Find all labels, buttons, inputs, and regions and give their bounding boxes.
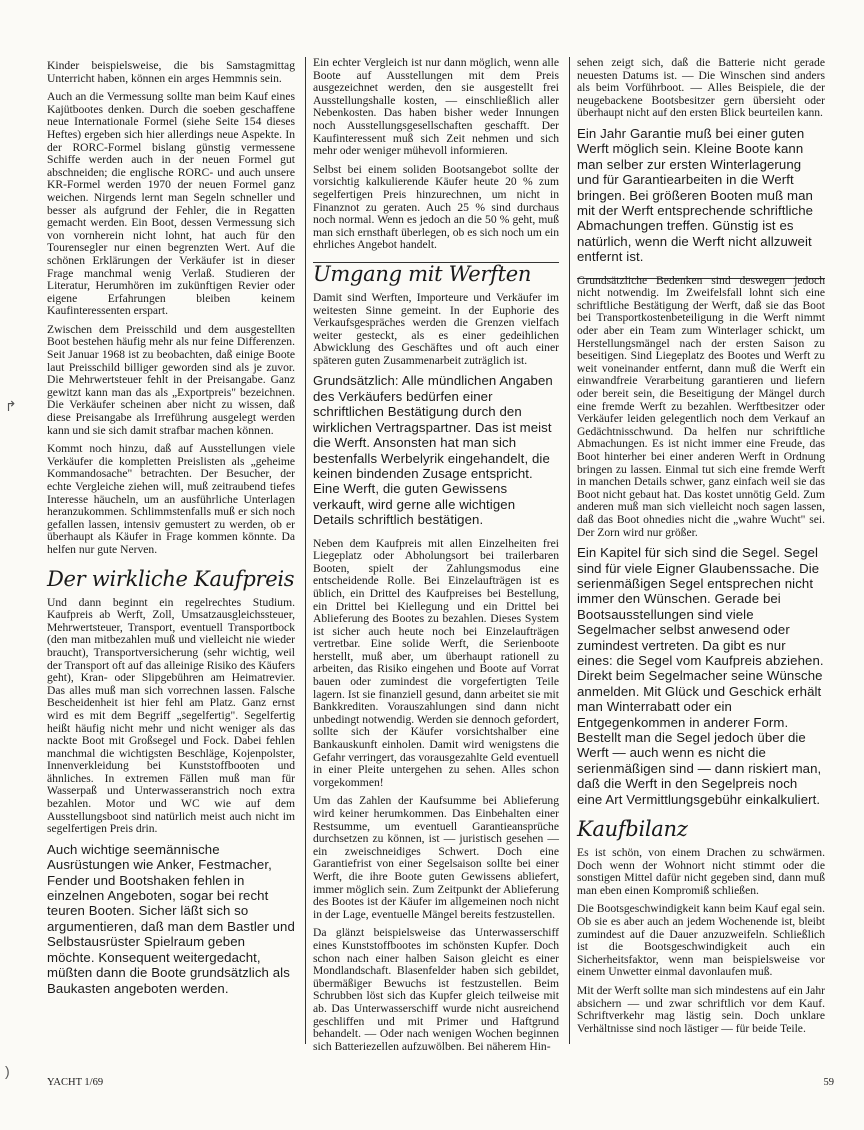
paragraph: Um das Zahlen der Kaufsumme bei Ablieferung wird keiner herumkommen. Das Einbehalten einer Restsumme, um eventuell Garantieansprüche durchsetzen zu können, ist — juristisch gesehen — ein zweischneidiges Schwert. Doch eine Garantiefrist von einer Segelsaison sollte bei einer Werft, die ihre Boote guten Gewissens abliefert, immer möglich sein. Zum Zeitpunkt der Ablieferung des Bootes ist der Käufer im allgemeinen noch nicht in der Lage, eventuelle Mängel bereits festzustellen. [313, 794, 559, 921]
paragraph: Und dann beginnt ein regelrechtes Studium. Kaufpreis ab Werft, Zoll, Umsatzausgleichssteuer, Mehrwertsteuer, Transport, eventuell Transportbock (den man mitbezahlen muß und vielleicht nie wieder braucht), Transportversicherung (sehr wichtig, weil der Transport oft auf das alleinige Risiko des Käufers geht), Kran- oder Slipgebühren am Heimatrevier. Das alles muß man sich vorrechnen lassen. Falsche Bescheidenheit ist hier fehl am Platz. Ganz ernst wird es mit dem Begriff „segelfertig". Segelfertig heißt häufig nicht mehr und nicht weniger als das nackte Boot mit Großsegel und Fock. Dabei fehlen manchmal die wichtigsten Beschläge, Kojenpolster, Innenverkleidung bei Kunststoffbooten und ähnliches. In extremen Fällen muß man für Wasserpaß und Unterwasseranstrich noch extra bezahlen. Motor und WC wie auf dem Ausstellungsboot sind natürlich meist auch nicht im segelfertigen Preis drin. [47, 595, 295, 836]
column-rule-2 [569, 57, 570, 1044]
margin-mark-bottom: ) [5, 1063, 10, 1079]
lead-paragraph: Grundsätzlich: Alle mündlichen Angaben des Verkäufers bedürfen einer schriftlichen Bestätigung durch den wirklichen Vertragspartner. Das ist meist die Werft. Ansonsten hat man sich bestenfalls Werbelyrik eingehandelt, die keinen bindenden Zusage entspricht. Eine Werft, die guten Gewissens verkauft, wird gerne alle wichtigen Details schriftlich bestätigen. [313, 373, 553, 528]
paragraph: Neben dem Kaufpreis mit allen Einzelheiten frei Liegeplatz oder Abholungsort bei trailerbaren Booten, spielt der Zahlungsmodus eine entscheidende Rolle. Bei Einzelaufträgen ist es üblich, ein Drittel des Kaufpreises bei Bestellung, ein Drittel bei Kiellegung und ein Drittel bei Ablieferung des Bootes zu bezahlen. Dieses System ist sicher auch heute noch bei Einzelaufträgen vertretbar. Eine solide Werft, die Serienboote herstellt, muß aber, um überhaupt rationell zu arbeiten, das Risiko eingehen und Boote auf Vorrat bauen oder zumindest die vorgefertigten Teile lagern. Ist sie finanziell gesund, dann arbeitet sie mit Bankkrediten. Vorauszahlungen sind dann nicht unbedingt notwendig. Werden sie dennoch gefordert, sollte sich der Käufer vorsichtshalber eine Bankauskunft einholen. Damit wird wenigstens die Gefahr verringert, das vorausgezahlte Geld eventuell in einer Pleite untergehen zu sehen. Alles schon vorgekommen! [313, 536, 559, 789]
footer-issue: YACHT 1/69 [47, 1077, 104, 1088]
column-rule-1 [305, 57, 306, 1044]
column-3 [577, 57, 825, 1041]
lead-paragraph: Auch wichtige seemännische Ausrüstungen wie Anker, Festmacher, Fender und Bootshaken fehlen in einzelnen Angeboten, sogar bei recht teuren Booten. Sicher läßt sich so argumentieren, daß man dem Bastler und Selbstausrüster Spielraum geben möchte. Konsequent weitergedacht, müßten dann die Boote grundsätzlich als Baukasten angeboten werden. [47, 841, 295, 996]
paragraph: Auch an die Vermessung sollte man beim Kauf eines Kajütbootes denken. Durch die soeben geschaffene neue Internationale Formel (siehe Seite 154 dieses Heftes) ergeben sich hier allerdings neue Aspekte. In der RORC-Formel bislang günstig vermessene Schiffe werden auch in der neuen Formel gut abschneiden; die englische RORC- und auch unsere KR-Formel werden 1970 der neuen Formel ganz weichen. Nirgends lernt man Segeln schneller und besser als aufgrund der Fehler, die in Regatten gemacht werden. Ein Boot, dessen Vermessung sich von vornherein nicht lohnt, hat auch für den Tourensegler nur einen begrenzten Wert. Auf die schönen Erklärungen der Verkäufer ist in dieser Frage manchmal wenig Verlaß. Studieren der Literatur, Herumhören im zukünftigen Revier oder eigene Erfahrungen bleiben keinem Kaufinteressenten erspart. [47, 90, 295, 318]
paragraph: Zwischen dem Preisschild und dem ausgestellten Boot bestehen häufig mehr als nur feine Differenzen. Seit Januar 1968 ist zu beobachten, daß einige Boote laut Preisschild billiger geworden sind als je zuvor. Die Mehrwertsteuer fehlt in der Preisangabe. Ganz gewitzt kann man das als „Exportpreis" bezeichnen. Die Verkäufer scheinen aber nicht zu wissen, daß diese Preisangabe als Irreführung ausgelegt werden kann und sie sich damit strafbar machen können. [47, 322, 295, 437]
paragraph: sehen zeigt sich, daß die Batterie nicht gerade neuesten Datums ist. — Die Winschen sind anders als beim Vorführboot. — Alles Beispiele, die der neugebackene Bootsbesitzer gern übersieht oder überhaupt nicht auf den ersten Blick beurteilen kann. [577, 56, 825, 120]
paragraph: Die Bootsgeschwindigkeit kann beim Kauf egal sein. Ob sie es aber auch an jedem Wochenende ist, bleibt zumindest auf die Dauer anzuzweifeln. Schließlich ist die Bootsgeschwindigkeit auch ein Sicherheitsfaktor, wenn man beispielsweise vor einem Unwetter einmal davonlaufen muß. [577, 902, 825, 979]
paragraph: Ein echter Vergleich ist nur dann möglich, wenn alle Boote auf Ausstellungen mit dem Preis ausgezeichnet werden, den sie ausgestellt frei Ausstellungshalle kosten, — einschließlich aller Nebenkosten. Das haben bisher weder Innungen noch Ausstellungsgesellschaften geschafft. Der Kaufinteressent muß sich Zeit nehmen und sich mehr oder weniger mühevoll informieren. [313, 56, 559, 158]
paragraph: Damit sind Werften, Importeure und Verkäufer im weitesten Sinne gemeint. In der Euphorie des Verkaufsgespräches werden die Grenzen vielfach weiter gesteckt, als es einer gedeihlichen Abwicklung des Geschäftes und oft auch einer späteren guten Zusammenarbeit zuträglich ist. [313, 290, 559, 367]
section-heading: Der wirkliche Kaufpreis [47, 566, 295, 591]
section-heading: Umgang mit Werften [313, 261, 532, 286]
column-1 [47, 60, 295, 1006]
lead-paragraph: Ein Kapitel für sich sind die Segel. Segel sind für viele Eigner Glaubenssache. Die serienmäßigen Segel entsprechen nicht immer den Wünschen. Gerade bei Bootsausstellungen sind viele Segelmacher selbst anwesend oder zumindest vertreten. Da gibt es nur eines: die Segel vom Kaufpreis abziehen. Direkt beim Segelmacher seine Wünsche anmelden. Mit Glück und Geschick erhält man Winterrabatt oder ein Entgegenkommen in anderer Form. Bestellt man die Segel jedoch über die Werft — auch wenn es nicht die serienmäßigen sind — dann riskiert man, daß die Werft in den Segelpreis noch eine Art Vermittlungsgebühr einkalkuliert. [577, 545, 824, 807]
paragraph: Selbst bei einem soliden Bootsangebot sollte der vorsichtig kalkulierende Käufer heute 20 % zum segelfertigen Preis hinzurechnen, um nicht in Finanznot zu geraten. Auch 25 % sind durchaus noch normal. Wenn es jedoch an die 50 % geht, muß man sich ernsthaft überlegen, ob es sich noch um ein ehrliches Angebot handelt. [313, 162, 559, 252]
paragraph: Grundsätzliche Bedenken sind deswegen jedoch nicht notwendig. Im Zweifelsfall lohnt sich eine schriftliche Bestätigung der Werft, daß sie das Boot bei Transportkostenbeteiligung in die Werft nimmt oder aber ein Team zum Winterlager schickt, um Herstellungsmängel nach der ersten Saison zu beseitigen. Sind Liegeplatz des Bootes und Werft zu weit voneinander entfernt, dann muß die Werft ein einwandfreie Verarbeitung garantieren und liefern oder bereit sein, die Beseitigung der Mängel durch eine fremde Werft zu bezahlen. Werftbesitzer oder Verkäufer leiden gelegentlich noch dem Verkauf an Gedächtnisschwund. Da helfen nur schriftliche Abmachungen. Es ist nicht immer eine Freude, das Boot hinterher bei einer anderen Werft in Ordnung bringen zu lassen. Einmal tut sich eine fremde Werft in manchen Details schwer, ganz einfach weil sie das Boot nicht gebaut hat. Das kostet unnötig Geld. Zum anderen muß man sich vielleicht noch sagen lassen, daß das Boot ohnedies nicht die „wahre Wucht" sei. Der Zorn wird nur größer. [577, 273, 825, 539]
lead-paragraph: Ein Jahr Garantie muß bei einer guten Werft möglich sein. Kleine Boote kann man selber zur ersten Winterlagerung und für Garantiearbeiten in die Werft bringen. Bei größeren Booten muß man mit der Werft entsprechende schriftliche Abmachungen treffen. Günstig ist es natürlich, wenn die Werft nicht allzuweit entfernt ist. [577, 125, 814, 265]
paragraph: Es ist schön, von einem Drachen zu schwärmen. Doch wenn der Wohnort nicht stimmt oder die sonstigen Mittel dafür nicht gegeben sind, dann muß man eben einen Kompromiß schließen. [577, 846, 825, 897]
paragraph: Mit der Werft sollte man sich mindestens auf ein Jahr absichern — und zwar schriftlich vor dem Kauf. Schriftverkehr mag lästig sein. Doch unklare Verhältnisse sind noch lästiger — für beide Teile. [577, 983, 825, 1035]
margin-mark: ↱ [5, 398, 17, 414]
paragraph: Kommt noch hinzu, daß auf Ausstellungen viele Verkäufer die kompletten Preislisten als „geheime Kommandosache" betrachten. Der Besucher, der echte Vergleiche ziehen will, muß zeitraubend tiefes Interesse häucheln, um an ausführliche Unterlagen heranzukommen. Schlimmstenfalls muß er sich noch gefallen lassen, intensiv gemustert zu werden, ob er überhaupt als Käufer in Frage kommen könnte. Da helfen nur gute Nerven. [47, 442, 295, 556]
page-number: 59 [823, 1077, 834, 1088]
paragraph: Da glänzt beispielsweise das Unterwasserschiff eines Kunststoffbootes im schönsten Kupfer. Doch schon nach einer halben Saison gleicht es einer Mondlandschaft. Blasenfelder haben sich gebildet, übermäßiger Bewuchs ist festzustellen. Beim Schrubben löst sich das Kupfer gleich teilweise mit ab. Das Unterwasserschiff wurde nicht ausreichend geschliffen und mit Primer und Haftgrund behandelt. — Oder nach wenigen Wochen beginnen sich Batteriezellen aufzuwölben. Bei näherem Hin- [313, 926, 559, 1053]
column-2 [313, 57, 559, 1059]
section-heading: Kaufbilanz [577, 817, 688, 841]
paragraph: Kinder beispielsweise, die bis Samstagmittag Unterricht haben, können ein arges Hemmnis sein. [47, 59, 295, 85]
